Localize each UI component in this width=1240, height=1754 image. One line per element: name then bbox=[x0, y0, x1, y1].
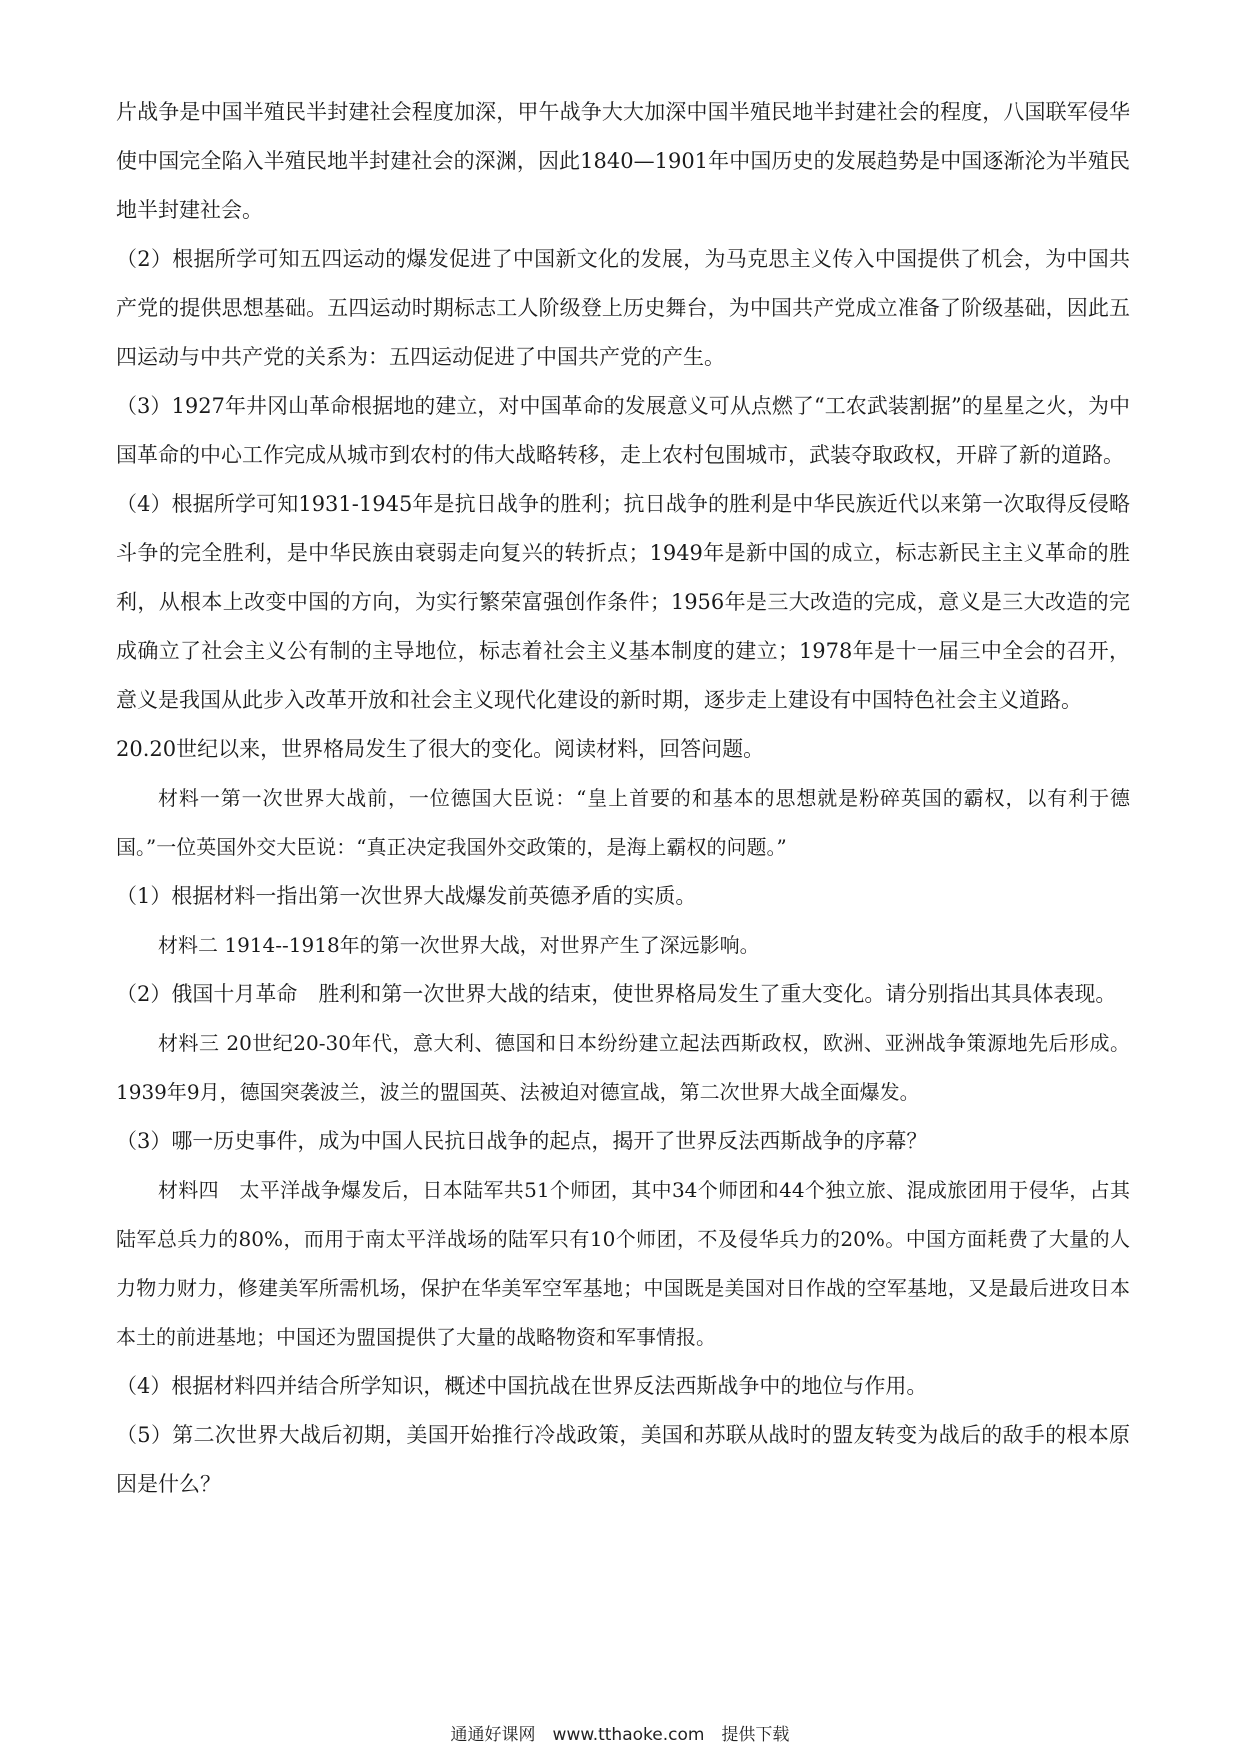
answer-q2: （2）根据所学可知五四运动的爆发促进了中国新文化的发展，为马克思主义传入中国提供了机会，为中国共产党的提供思想基础。五四运动时期标志工人阶级登上历史舞台，为中国共产党成立准备了阶级基础，因此五四运动与中共产党的关系为：五四运动促进了中国共产党的产生。 bbox=[116, 247, 1130, 369]
material-4: 材料四 太平洋战争爆发后，日本陆军共51个师团，其中34个师团和44个独立旅、混成旅团用于侵华，占其陆军总兵力的80%，而用于南太平洋战场的陆军只有10个师团，不及侵华兵力的20%。中国方面耗费了大量的人力物力财力，修建美军所需机场，保护在华美军空军基地；中国既是美国对日作战的空军基地，又是最后进攻日本本土的前进基地；中国还为盟国提供了大量的战略物资和军事情报。 bbox=[116, 1178, 1130, 1349]
question-20-5: （5）第二次世界大战后初期，美国开始推行冷战政策，美国和苏联从战时的盟友转变为战后的敌手的根本原因是什么？ bbox=[116, 1423, 1130, 1496]
answer-q3: （3）1927年井冈山革命根据地的建立，对中国革命的发展意义可从点燃了“工农武装割据”的星星之火，为中国革命的中心工作完成从城市到农村的伟大战略转移，走上农村包围城市，武装夺取政权，开辟了新的道路。 bbox=[116, 394, 1130, 467]
material-1: 材料一第一次世界大战前，一位德国大臣说：“皇上首要的和基本的思想就是粉碎英国的霸权，以有利于德国。”一位英国外交大臣说：“真正决定我国外交政策的，是海上霸权的问题。” bbox=[116, 786, 1130, 859]
question-20-1: （1）根据材料一指出第一次世界大战爆发前英德矛盾的实质。 bbox=[116, 884, 697, 908]
material-2: 材料二 1914--1918年的第一次世界大战，对世界产生了深远影响。 bbox=[158, 933, 760, 957]
page-footer: 通通好课网 www.tthaoke.com 提供下载 bbox=[450, 1725, 790, 1745]
question-20-2: （2）俄国十月革命 胜利和第一次世界大战的结束，使世界格局发生了重大变化。请分别指出其具体表现。 bbox=[116, 982, 1117, 1006]
answer-q4: （4）根据所学可知1931-1945年是抗日战争的胜利；抗日战争的胜利是中华民族近代以来第一次取得反侵略斗争的完全胜利，是中华民族由衰弱走向复兴的转折点；1949年是新中国的成立，标志新民主主义革命的胜利，从根本上改变中国的方向，为实行繁荣富强创作条件；1956年是三大改造的完成，意义是三大改造的完成确立了社会主义公有制的主导地位，标志着社会主义基本制度的建立；1978年是十一届三中全会的召开，意义是我国从此步入改革开放和社会主义现代化建设的新时期，逐步走上建设有中国特色社会主义道路。 bbox=[116, 492, 1130, 712]
question-20-stem: 20.20世纪以来，世界格局发生了很大的变化。阅读材料，回答问题。 bbox=[116, 737, 765, 761]
material-3: 材料三 20世纪20-30年代，意大利、德国和日本纷纷建立起法西斯政权，欧洲、亚洲战争策源地先后形成。1939年9月，德国突袭波兰，波兰的盟国英、法被迫对德宣战，第二次世界大战全面爆发。 bbox=[116, 1031, 1130, 1104]
question-20-3: （3）哪一历史事件，成为中国人民抗日战争的起点，揭开了世界反法西斯战争的序幕？ bbox=[116, 1129, 928, 1153]
document-body bbox=[116, 88, 1130, 1509]
answer-continuation: 片战争是中国半殖民半封建社会程度加深，甲午战争大大加深中国半殖民地半封建社会的程度，八国联军侵华使中国完全陷入半殖民地半封建社会的深渊，因此1840—1901年中国历史的发展趋势是中国逐渐沦为半殖民地半封建社会。 bbox=[116, 100, 1130, 222]
question-20-4: （4）根据材料四并结合所学知识，概述中国抗战在世界反法西斯战争中的地位与作用。 bbox=[116, 1374, 928, 1398]
